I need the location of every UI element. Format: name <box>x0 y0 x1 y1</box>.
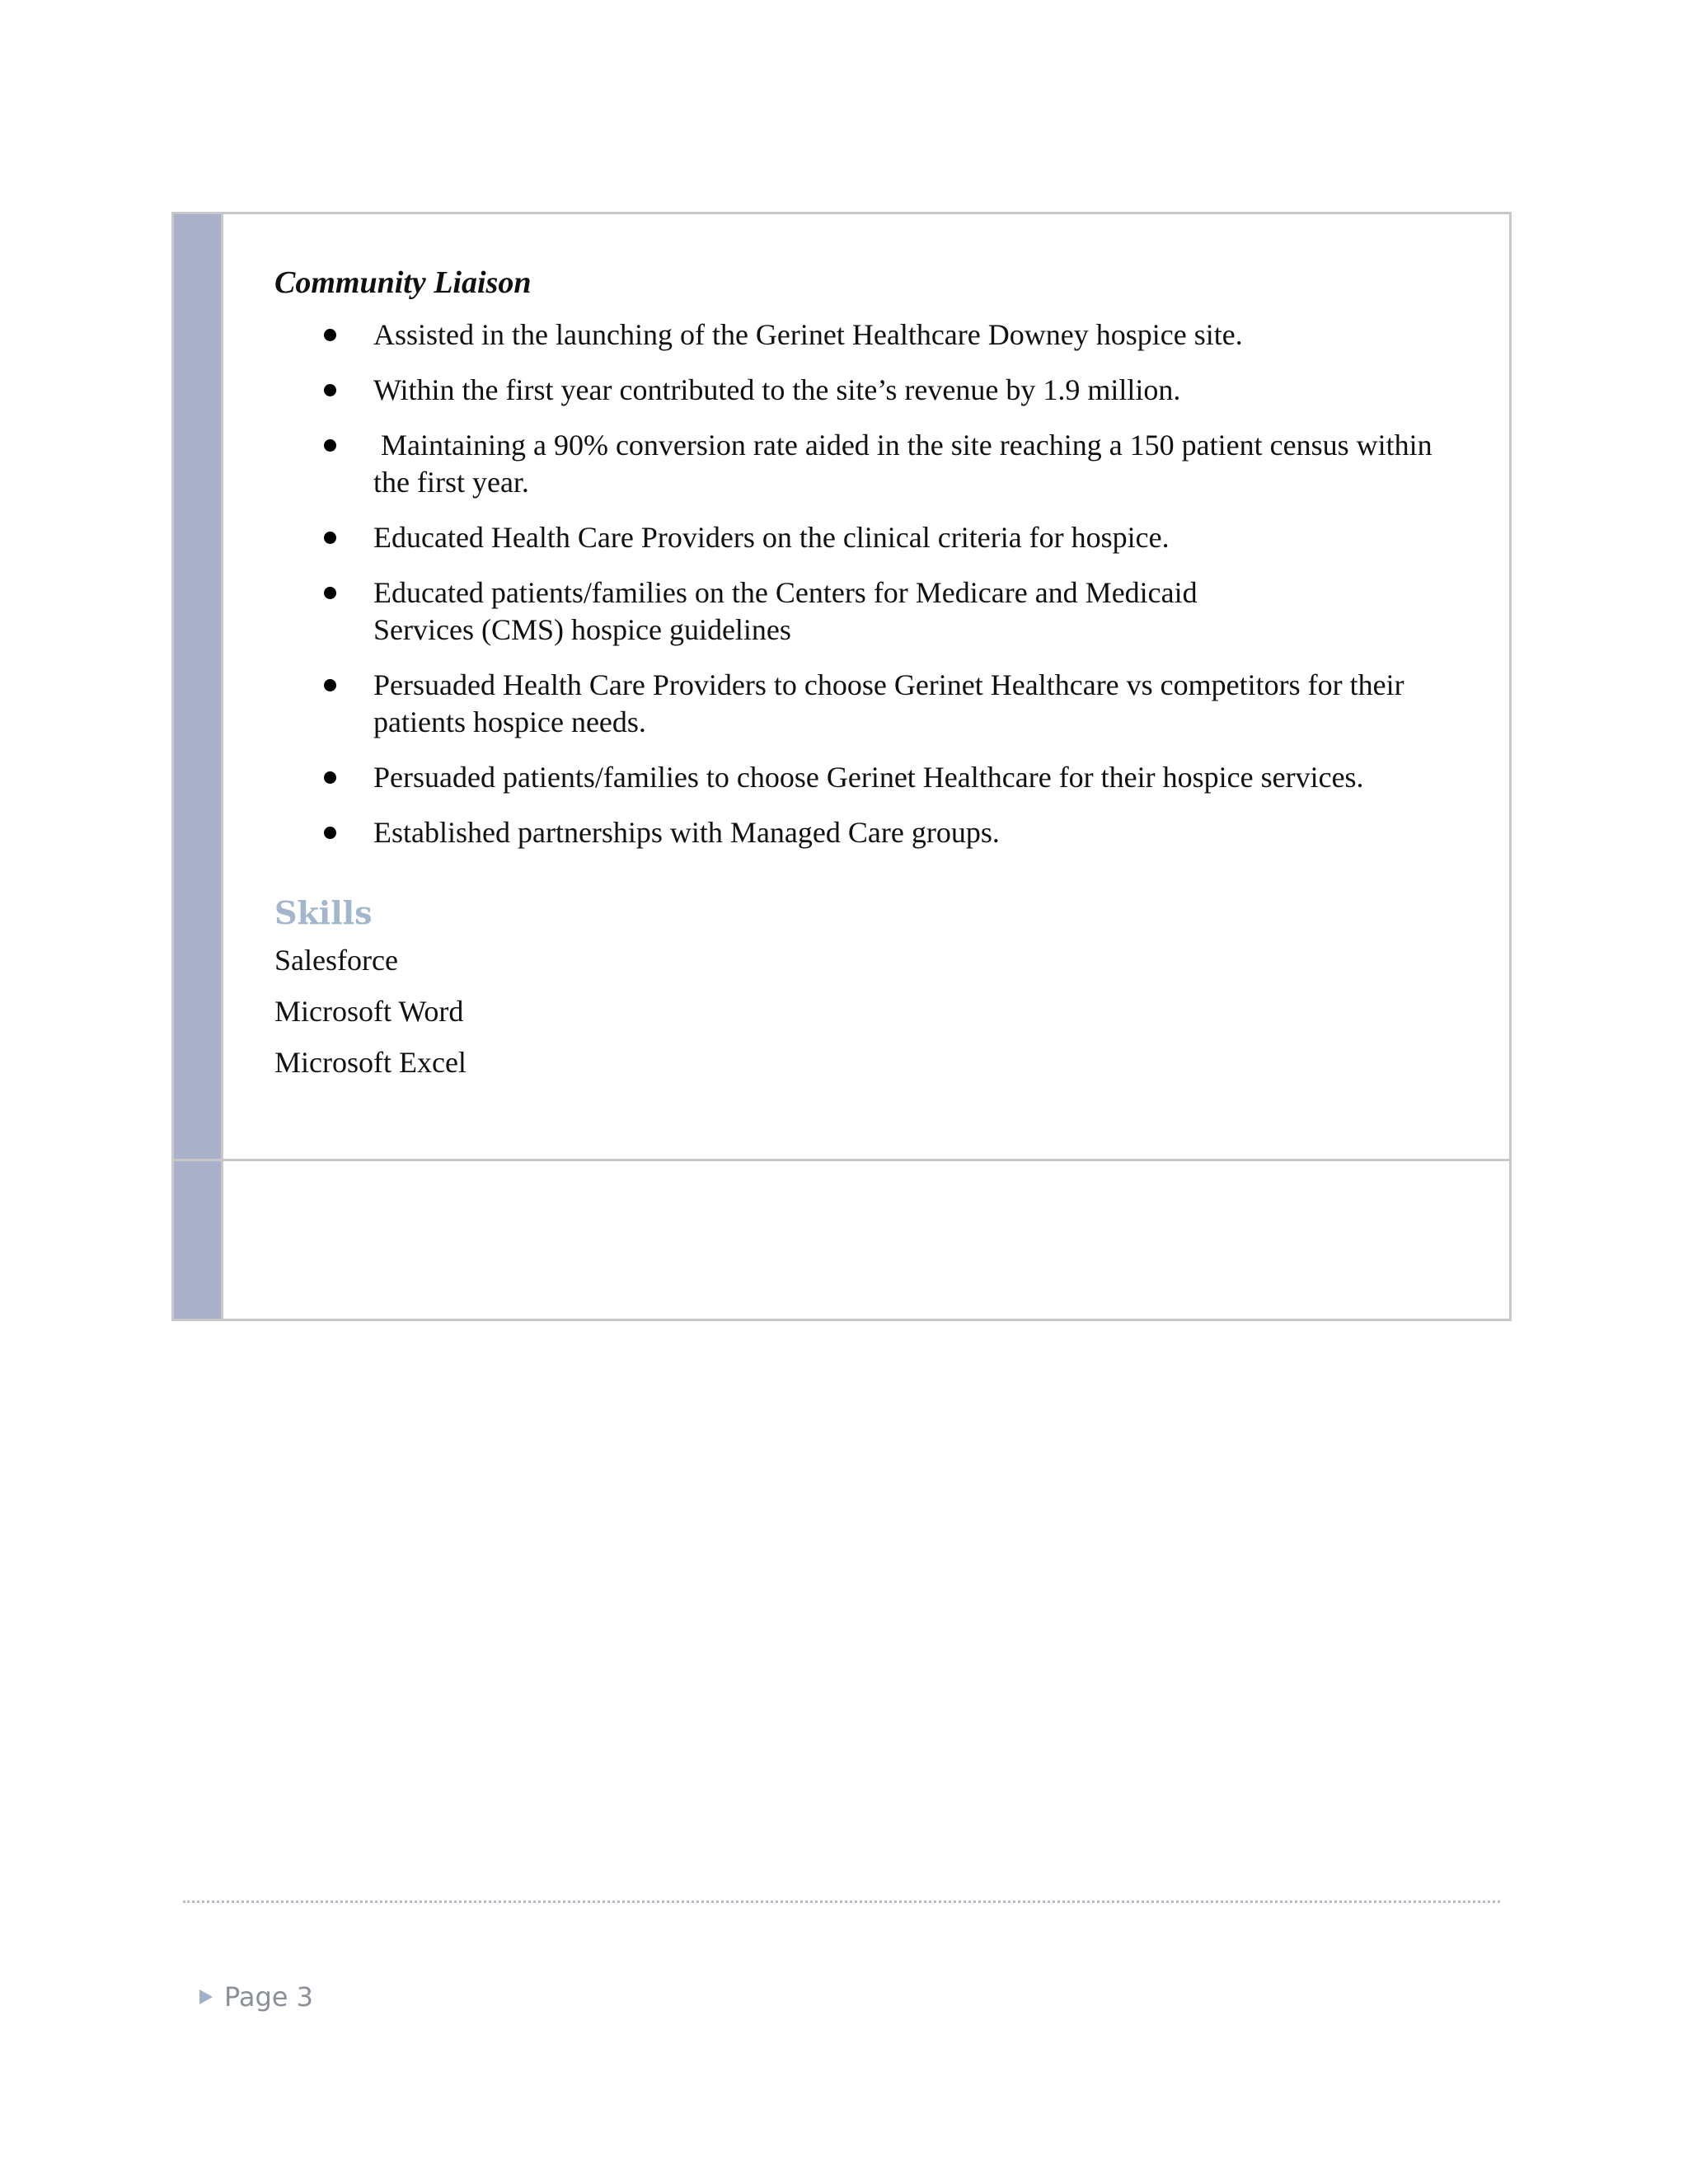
list-item <box>274 519 1461 556</box>
bullet-text: Educated Health Care Providers on the clinical criteria for hospice. <box>373 521 1170 554</box>
job-bullet-list <box>274 316 1461 851</box>
list-item <box>274 574 1461 649</box>
list-item <box>274 316 1461 354</box>
resume-table-frame <box>171 212 1512 1321</box>
bullet-text: Assisted in the launching of the Gerinet Healthcare Downey hospice site. <box>373 318 1243 351</box>
page-number: Page 3 <box>224 1981 313 2013</box>
sidebar-accent-bar <box>174 214 223 1319</box>
table-row-divider <box>174 1159 1509 1161</box>
bullet-icon <box>324 329 336 341</box>
footer-dotted-rule <box>183 1900 1500 1903</box>
triangle-right-icon <box>199 1990 213 2004</box>
bullet-icon <box>324 439 336 452</box>
skill-item: Microsoft Word <box>274 995 464 1028</box>
bullet-text: Educated patients/families on the Centers for Medicare and Medicaid Services (CMS) hospice guidelines <box>373 576 1198 646</box>
bullet-text: Within the first year contributed to the site’s revenue by 1.9 million. <box>373 373 1181 406</box>
bullet-icon <box>324 532 336 544</box>
list-item <box>274 427 1461 501</box>
bullet-icon <box>324 679 336 691</box>
skill-item: Microsoft Excel <box>274 1046 467 1079</box>
resume-content <box>274 264 1461 1095</box>
bullet-text: Maintaining a 90% conversion rate aided in the site reaching a 150 patient census within the first year. <box>373 429 1440 499</box>
bullet-text: Persuaded patients/families to choose Gerinet Healthcare for their hospice services. <box>373 761 1364 794</box>
skill-item: Salesforce <box>274 944 398 977</box>
job-title: Community Liaison <box>274 265 532 300</box>
bullet-icon <box>324 384 336 396</box>
list-item <box>274 814 1461 851</box>
skills-heading: Skills <box>274 894 373 931</box>
list-item <box>274 372 1461 409</box>
bullet-icon <box>324 771 336 784</box>
bullet-text: Persuaded Health Care Providers to choose Gerinet Healthcare vs competitors for their patients hospice needs. <box>373 668 1404 738</box>
bullet-text: Established partnerships with Managed Care groups. <box>373 816 1000 849</box>
list-item <box>274 667 1461 741</box>
bullet-icon <box>324 587 336 599</box>
page-footer <box>199 1980 313 2013</box>
bullet-icon <box>324 827 336 839</box>
list-item <box>274 759 1461 796</box>
